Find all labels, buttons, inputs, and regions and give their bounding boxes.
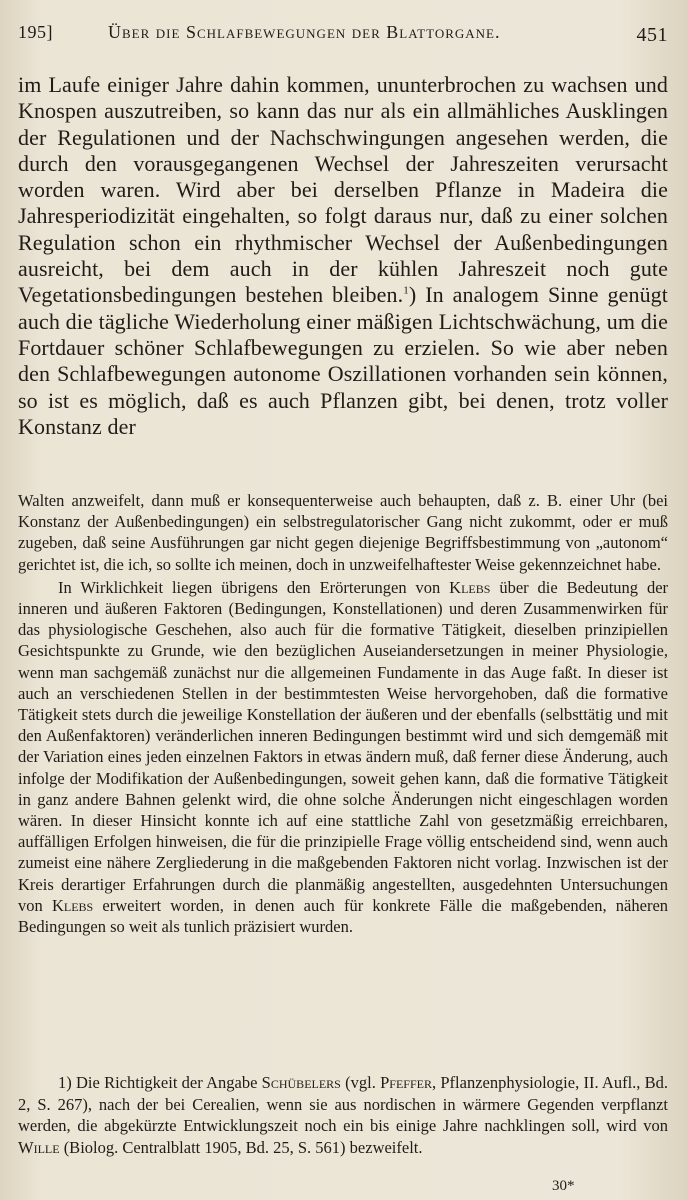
section-page-reference: 195] — [18, 22, 53, 42]
main-body-text — [18, 72, 668, 440]
author-name: Klebs — [449, 577, 491, 597]
author-name: Schübelers — [261, 1073, 341, 1092]
author-name: Klebs — [51, 895, 94, 915]
running-header — [18, 22, 668, 52]
continued-note — [18, 490, 668, 937]
body-text-part-2: ) In analogem Sinne genügt auch die tägliche Wiederholung einer mäßigen Lichtschwächung, um die Fortdauer schöner Schlafbewegungen zu erzielen. So wie aber neben den Schlafbewegungen autonome Oszillationen vorhanden sein können, so ist es möglich, daß es auch Pflanzen gibt, bei denen, trotz voller Konstanz der — [18, 282, 668, 439]
note-paragraph-2: In Wirklichkeit liegen übrigens den Erörterungen von Klebs über die Bedeutung der inneren und äußeren Faktoren (Bedingungen, Konstellationen) und deren Zusammenwirken für das physiologische Geschehen, also auch für die formative Tätigkeit, dieselben prinzipiellen Gesichtspunkte zu Grunde, wie den bezüglichen Auseiandersetzungen in meiner Physiologie, wenn man sachgemäß zunächst nur die allgemeinen Fundamente in das Auge faßt. In dieser ist auch an verschiedenen Stellen in der bestimmtesten Weise hervorgehoben, daß die formative Tätigkeit stets durch die jeweilige Konstellation der äußeren und der ebenfalls (selbsttätig und mit den Außenfaktoren) veränderlichen inneren Bedingungen bestimmt wird und sich demgemäß mit der Variation eines jeden einzelnen Faktors in etwas ändern muß, daß ferner diese Änderung, auch infolge der Modifikation der Außenbedingungen, soweit gehen kann, daß die formative Tätigkeit in ganz andere Bahnen gelenkt wird, die ohne solche Änderungen nicht eingeschlagen worden wären. In dieser Hinsicht konnte ich auf eine stattliche Zahl von gesetzmäßig erreichbaren, auffälligen Erfolgen hinweisen, die für die prinzipielle Frage völlig entscheidend sind, wenn auch zumeist eine nähere Zergliederung in die maßgebenden Faktoren nicht vorlag. Inzwischen ist der Kreis derartiger Erfahrungen durch die planmäßig angestellten, ausgedehnten Untersuchungen von Klebs erweitert worden, in denen auch für konkrete Fälle die maßgebenden, näheren Bedingungen so weit als tunlich präzisiert wurden. — [18, 577, 669, 937]
author-name: Pfeffer — [380, 1073, 432, 1092]
page-number: 451 — [636, 24, 668, 46]
body-text-part-1: im Laufe einiger Jahre dahin kommen, ununterbrochen zu wachsen und Knospen auszutreiben, so kann das nur als ein allmähliches Ausklingen der Regulationen und der Nachschwingungen angesehen werden, die durch den vorausgegangenen Wechsel der Jahreszeiten verursacht worden waren. Wird aber bei derselben Pflanze in Madeira die Jahresperiodizität eingehalten, so folgt daraus nur, daß zu einer solchen Regulation schon ein rhythmischer Wechsel der Außenbedingungen ausreicht, bei dem auch in der kühlen Jahreszeit noch gute Vegetationsbedingungen bestehen bleiben. — [18, 72, 668, 308]
running-title: Über die Schlafbewegungen der Blattorgane. — [108, 22, 501, 42]
author-name: Wille — [18, 1137, 60, 1157]
printer-signature-mark: 30* — [552, 1178, 575, 1194]
footnote-marker: 1) — [58, 1073, 72, 1092]
footnote — [18, 1072, 668, 1158]
footnote-reference: 1 — [403, 285, 409, 298]
note-paragraph-1: Walten anzweifelt, dann muß er konsequenterweise auch behaupten, daß z. B. einer Uhr (bei Konstanz der Außenbedingungen) ein selbstregulatorischer Gang nicht zukommt, oder er muß zugeben, daß seine Ausführungen gar nicht gegen diejenige Begriffsbestimmung von „autonom“ gerichtet ist, die ich, so sollte ich meinen, doch in unzweifelhaftester Weise gekennzeichnet habe. — [18, 491, 668, 574]
footnote-paragraph: 1) Die Richtigkeit der Angabe Schübelers (vgl. Pfeffer, Pflanzenphysiologie, II. Aufl., Bd. 2, S. 267), nach der bei Cerealien, wenn sie aus nordischen in wärmere Gegenden verpflanzt werden, die abgekürzte Entwicklungszeit noch ein bis einige Jahre nachklingen soll, wird von Wille (Biolog. Centralblatt 1905, Bd. 25, S. 561) bezweifelt. — [18, 1073, 669, 1157]
body-paragraph — [18, 72, 668, 440]
